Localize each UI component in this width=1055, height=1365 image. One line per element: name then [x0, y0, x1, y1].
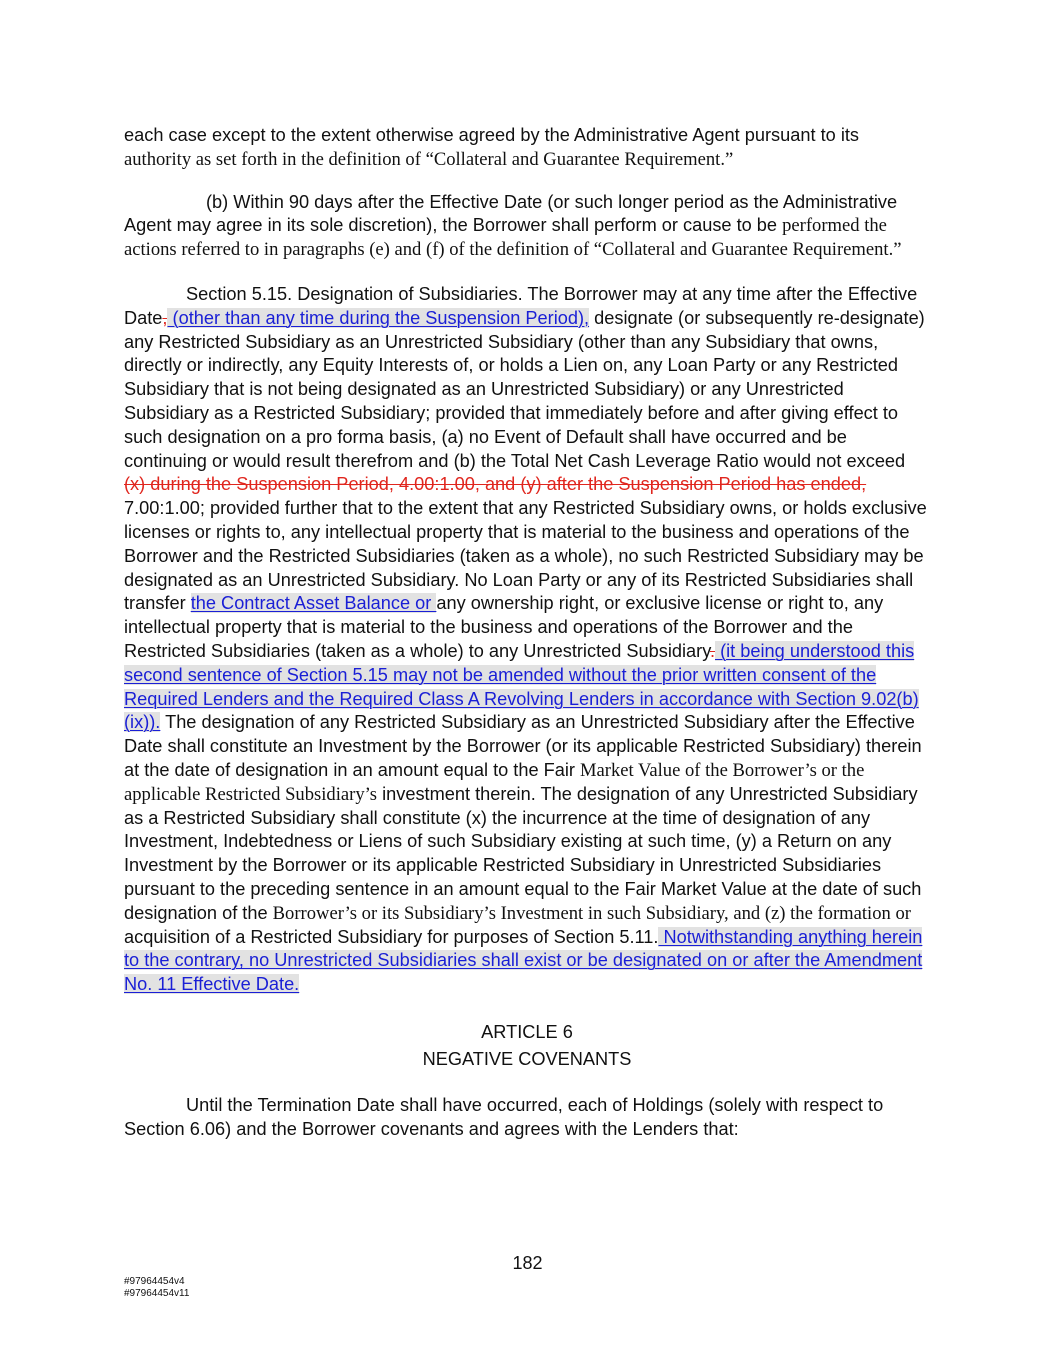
document-footer: [124, 1276, 189, 1300]
inserted-text: Notwithstanding anything herein to the contrary, no Unrestricted Subsidiaries shall exist or be designated on or after the Amendment No. 11 Effective Date.: [124, 926, 923, 995]
article-heading: [124, 1019, 930, 1073]
inserted-text: the Contract Asset Balance or: [190, 593, 437, 614]
inserted-text: (it being understood this second sentence of Section 5.15 may not be amended without the prior written consent of the Required Lenders and the Required Class A Revolving Lenders in accordance with Section 9.02(b)(ix)).: [124, 640, 919, 733]
inserted-text: (other than any time during the Suspension Period),: [167, 307, 590, 328]
section-serif-text: Borrower’s or its Subsidiary’s Investment in such Subsidiary, and (z) the formation or: [272, 902, 911, 924]
section-text: investment therein. The designation of any Unrestricted Subsidiary as a Restricted Subsidiary shall constitute (x) the incurrence at the time of designation of any Investment, Indebtedness or Liens of such Subsidiary existing at such time, (y) a Return on any Investment by the Borrower or its applicable Restricted Subsidiary in Unrestricted Subsidiaries pursuant to the preceding sentence in an amount equal to the Fair Market Value at the date of such designation of the: [124, 783, 922, 923]
section-text: acquisition of a Restricted Subsidiary for purposes of Section 5.11.: [124, 926, 659, 947]
carryover-paragraph: [124, 124, 930, 172]
section-text: 7.00:1.00; provided further that to the extent that any Restricted Subsidiary owns, or holds exclusive licenses or rights to, any intellectual property that is material to the business and operations of the Borrower and the Restricted Subsidiaries (taken as a whole), no such Restricted Subsidiary may be designated as an Unrestricted Subsidiary. No Loan Party or any of its Restricted Subsidiaries shall transfer: [124, 498, 927, 614]
section-text: The designation of any Restricted Subsidiary as an Unrestricted Subsidiary after the Effective Date shall constitute an Investment by the Borrower (or its applicable Restricted Subsidiary) therein at the date of designation in an amount equal to the Fair: [124, 712, 922, 780]
paragraph-b-serif-text: performed the actions referred to in paragraphs (e) and (f) of the definition of “Collateral and Guarantee Requirement.”: [124, 215, 902, 261]
document-page: [124, 124, 930, 1141]
closing-paragraph: Until the Termination Date shall have occurred, each of Holdings (solely with respect to Section 6.06) and the Borrower covenants and agrees with the Lenders that:: [124, 1094, 884, 1139]
article-number: ARTICLE 6: [481, 1021, 573, 1042]
carryover-line-1: each case except to the extent otherwise agreed by the Administrative Agent pursuant to its: [124, 125, 860, 145]
page-number: 182: [512, 1253, 543, 1273]
section-heading: Section 5.15. Designation of Subsidiaries.: [186, 283, 523, 304]
section-text: designate (or subsequently re-designate) any Restricted Subsidiary as an Unrestricted Subsidiary (other than any Subsidiary that owns, directly or indirectly, any Equity Interests of, or holds a Lien on, any Loan Party or any Restricted Subsidiary that is not being designated as an Unrestricted Subsidiary) or any Unrestricted Subsidiary as a Restricted Subsidiary; provided that immediately before and after giving effect to such designation on a pro forma basis, (a) no Event of Default shall have occurred and be continuing or would result therefrom and (b) the Total Net Cash Leverage Ratio would not exceed: [124, 307, 925, 471]
footer-doc-id-2: #97964454v11: [124, 1288, 190, 1299]
deleted-text: (x) during the Suspension Period, 4.00:1.00, and (y) after the Suspension Period has ended,: [124, 474, 867, 495]
paragraph-b: [124, 191, 930, 262]
deleted-text: ,: [162, 307, 168, 328]
section-text: The Borrower may at any time after the Effective Date: [124, 283, 918, 328]
footer-doc-id-1: #97964454v4: [124, 1276, 185, 1287]
carryover-line-2: authority as set forth in the definition of “Collateral and Guarantee Requirement.”: [124, 148, 734, 170]
section-5-15-paragraph: [124, 283, 930, 997]
section-text: any ownership right, or exclusive license or right to, any intellectual property that is material to the business and operations of the Borrower and the Restricted Subsidiaries (taken as a whole) to any Unrestricted Subsidiary: [124, 593, 884, 661]
article-title: NEGATIVE COVENANTS: [422, 1048, 632, 1069]
deleted-text: .: [709, 640, 716, 661]
section-serif-text: Market Value of the Borrower’s or the applicable Restricted Subsidiary’s: [124, 759, 865, 805]
paragraph-b-text: (b) Within 90 days after the Effective Date (or such longer period as the Administrative Agent may agree in its sole discretion), the Borrower shall perform or cause to be: [124, 191, 898, 236]
